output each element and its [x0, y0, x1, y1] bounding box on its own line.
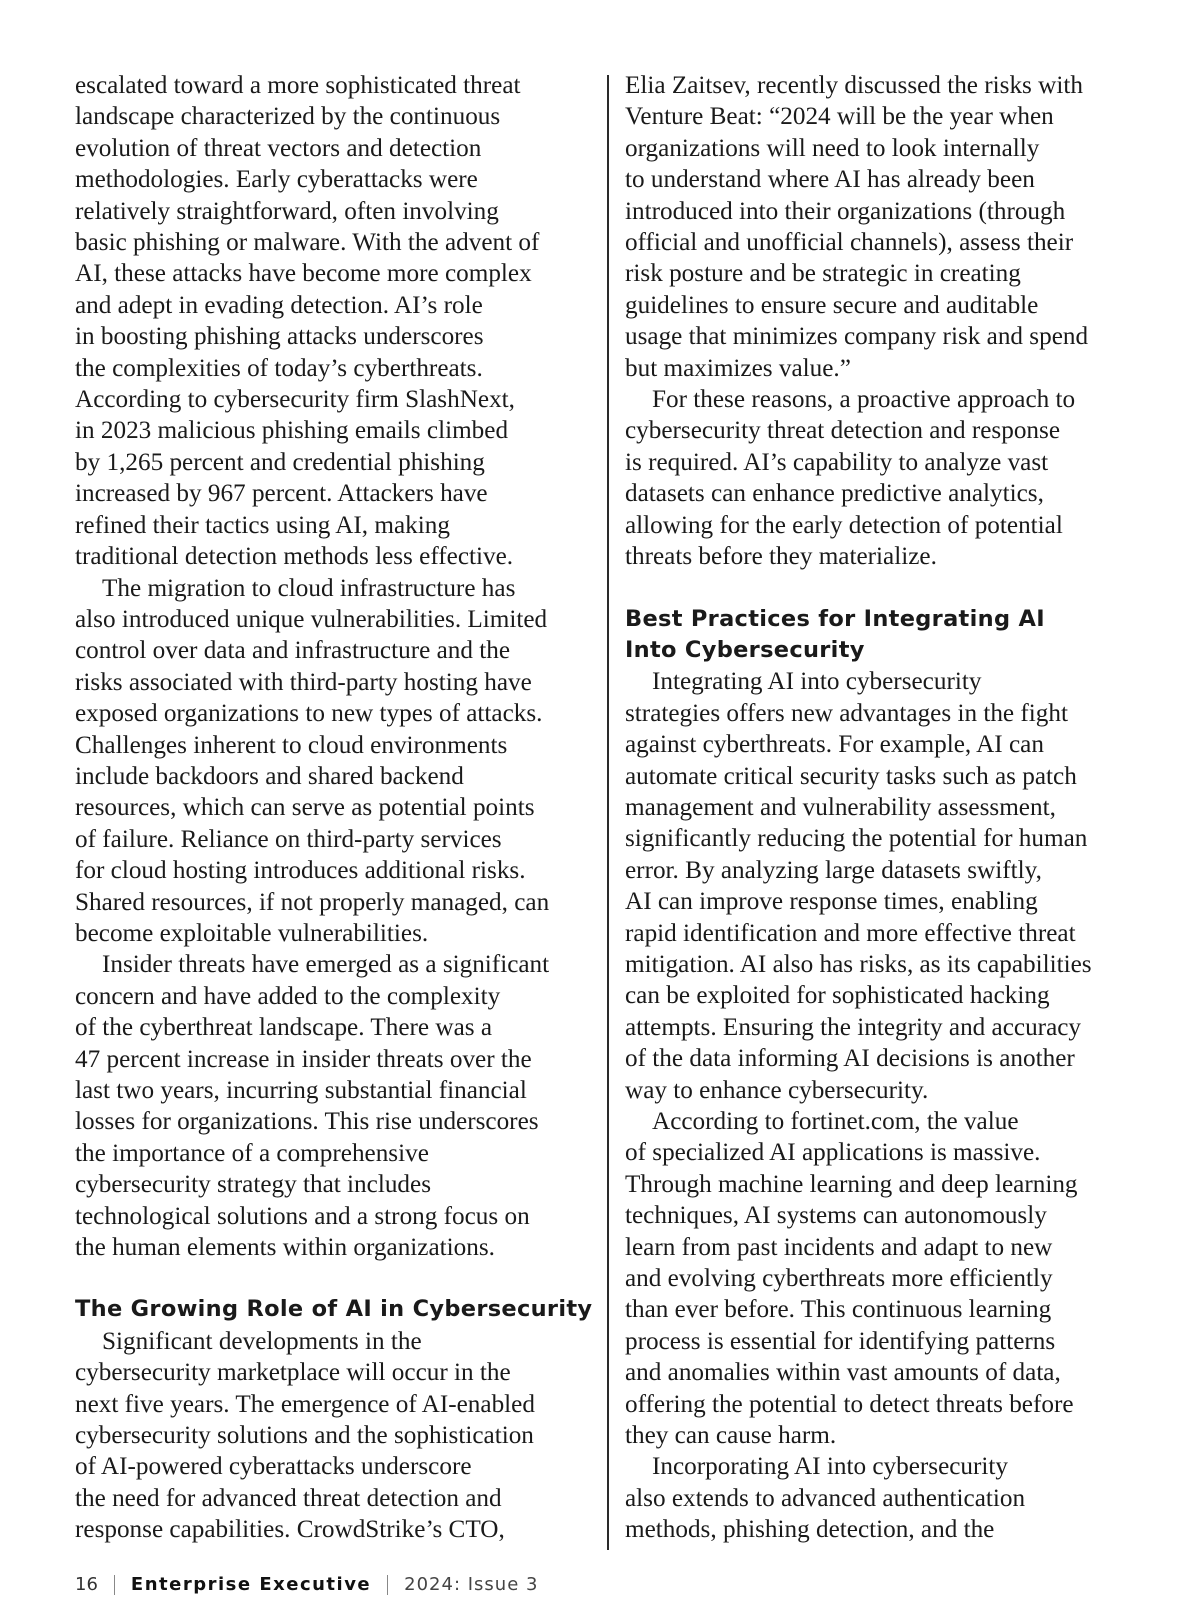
- text-line: rapid identification and more effective threat: [625, 919, 1076, 947]
- text-line: According to cybersecurity firm SlashNext,: [75, 386, 515, 414]
- text-line: increased by 967 percent. Attackers have: [75, 480, 488, 508]
- text-line: include backdoors and shared backend: [75, 762, 464, 790]
- text-line: way to enhance cybersecurity.: [625, 1076, 929, 1104]
- text-line: cybersecurity solutions and the sophistication: [75, 1422, 534, 1450]
- text-line: last two years, incurring substantial financial: [75, 1077, 527, 1104]
- text-line: refined their tactics using AI, making: [75, 511, 450, 539]
- text-line: learn from past incidents and adapt to new: [625, 1233, 1053, 1261]
- page-footer: [75, 1574, 538, 1595]
- text-line: AI, these attacks have become more complex: [75, 260, 532, 288]
- text-line: cybersecurity strategy that includes: [75, 1171, 431, 1199]
- text-line: risks associated with third-party hosting have: [75, 668, 532, 696]
- text-line: and adept in evading detection. AI’s role: [75, 291, 483, 319]
- text-line: by 1,265 percent and credential phishing: [75, 448, 485, 476]
- text-line: significantly reducing the potential for human: [625, 825, 1088, 853]
- footer-divider: [387, 1575, 388, 1595]
- text-line: control over data and infrastructure and the: [75, 637, 511, 665]
- text-line: Insider threats have emerged as a significant: [102, 951, 550, 979]
- text-line: landscape characterized by the continuous: [75, 103, 501, 131]
- paragraph: [625, 70, 1150, 384]
- text-line: mitigation. AI also has risks, as its capabilities: [625, 950, 1092, 978]
- text-line: process is essential for identifying patterns: [625, 1327, 1056, 1355]
- text-line: to understand where AI has already been: [625, 166, 1035, 194]
- text-line: guidelines to ensure secure and auditable: [625, 291, 1039, 319]
- text-line: relatively straightforward, often involving: [75, 197, 499, 225]
- text-line: official and unofficial channels), assess their: [625, 229, 1074, 257]
- column-divider: [607, 75, 609, 1550]
- text-line: escalated toward a more sophisticated threat: [75, 72, 521, 99]
- text-line: of specialized AI applications is massive.: [625, 1139, 1041, 1167]
- text-line: cybersecurity threat detection and response: [625, 417, 1061, 445]
- text-line: and anomalies within vast amounts of data,: [625, 1359, 1061, 1387]
- left-column: [75, 70, 595, 1546]
- text-line: For these reasons, a proactive approach to: [652, 386, 1076, 414]
- text-line: concern and have added to the complexity: [75, 982, 501, 1010]
- text-line: strategies offers new advantages in the fight: [625, 699, 1068, 727]
- text-line: According to fortinet.com, the value: [652, 1108, 1019, 1135]
- text-line: of failure. Reliance on third-party services: [75, 825, 502, 853]
- issue-label: 2024: Issue 3: [404, 1574, 539, 1595]
- text-line: Shared resources, if not properly managed, can: [75, 888, 550, 916]
- text-line: Elia Zaitsev, recently discussed the risks with: [625, 72, 1083, 99]
- text-line: become exploitable vulnerabilities.: [75, 919, 429, 947]
- text-line: organizations will need to look internally: [625, 134, 1040, 162]
- text-line: Integrating AI into cybersecurity: [652, 668, 982, 696]
- text-line: evolution of threat vectors and detection: [75, 134, 482, 162]
- paragraph: [625, 384, 1150, 572]
- text-line: also introduced unique vulnerabilities. Limited: [75, 605, 548, 633]
- text-line: technological solutions and a strong focus on: [75, 1202, 530, 1230]
- text-line: attempts. Ensuring the integrity and accuracy: [625, 1013, 1082, 1041]
- text-line: Significant developments in the: [102, 1327, 422, 1355]
- text-line: but maximizes value.”: [625, 354, 851, 382]
- text-line: and evolving cyberthreats more efficiently: [625, 1265, 1053, 1293]
- text-line: risk posture and be strategic in creating: [625, 260, 1021, 288]
- text-line: Venture Beat: “2024 will be the year when: [625, 103, 1054, 131]
- text-line: datasets can enhance predictive analytics,: [625, 480, 1044, 508]
- text-line: in 2023 malicious phishing emails climbed: [75, 417, 509, 445]
- text-line: management and vulnerability assessment,: [625, 793, 1056, 821]
- text-line: techniques, AI systems can autonomously: [625, 1202, 1047, 1230]
- text-line: losses for organizations. This rise underscores: [75, 1108, 539, 1136]
- text-line: threats before they materialize.: [625, 543, 937, 571]
- text-line: methods, phishing detection, and the: [625, 1516, 995, 1544]
- text-line: Through machine learning and deep learning: [625, 1170, 1078, 1198]
- text-line: against cyberthreats. For example, AI can: [625, 731, 1044, 759]
- paragraph: [75, 70, 595, 573]
- paragraph: [75, 949, 595, 1263]
- text-line: traditional detection methods less effective.: [75, 543, 514, 571]
- footer-divider: [114, 1575, 115, 1595]
- paragraph: [75, 573, 595, 950]
- paragraph: [75, 1326, 595, 1546]
- text-line: than ever before. This continuous learning: [625, 1296, 1052, 1324]
- text-line: can be exploited for sophisticated hacking: [625, 982, 1050, 1010]
- text-line: exposed organizations to new types of attacks.: [75, 700, 543, 728]
- text-line: is required. AI’s capability to analyze vast: [625, 448, 1049, 476]
- text-line: the need for advanced threat detection and: [75, 1484, 502, 1512]
- text-line: next five years. The emergence of AI-enabled: [75, 1390, 535, 1418]
- text-line: for cloud hosting introduces additional risks.: [75, 857, 526, 885]
- text-line: of the cyberthreat landscape. There was a: [75, 1014, 493, 1042]
- text-line: usage that minimizes company risk and spend: [625, 323, 1089, 351]
- text-line: of AI-powered cyberattacks underscore: [75, 1453, 472, 1481]
- section-heading: The Growing Role of AI in Cybersecurity: [75, 1296, 593, 1323]
- text-line: AI can improve response times, enabling: [625, 888, 1038, 916]
- publication-name: Enterprise Executive: [130, 1574, 372, 1595]
- section-heading: Into Cybersecurity: [625, 636, 865, 663]
- text-line: of the data informing AI decisions is another: [625, 1045, 1075, 1073]
- text-line: introduced into their organizations (through: [625, 197, 1066, 225]
- text-line: in boosting phishing attacks underscores: [75, 323, 484, 351]
- text-line: automate critical security tasks such as patch: [625, 762, 1077, 790]
- text-line: response capabilities. CrowdStrike’s CTO,: [75, 1516, 505, 1544]
- page-number: 16: [75, 1574, 98, 1595]
- text-line: The migration to cloud infrastructure has: [102, 574, 516, 602]
- text-line: Incorporating AI into cybersecurity: [652, 1453, 1009, 1481]
- right-column: [625, 70, 1150, 1546]
- paragraph: [625, 1451, 1150, 1545]
- text-line: resources, which can serve as potential points: [75, 794, 535, 822]
- section-heading: Best Practices for Integrating AI: [625, 605, 1045, 632]
- text-line: also extends to advanced authentication: [625, 1484, 1026, 1512]
- text-line: the human elements within organizations.: [75, 1234, 495, 1262]
- text-line: methodologies. Early cyberattacks were: [75, 166, 478, 194]
- text-line: allowing for the early detection of potential: [625, 511, 1063, 539]
- text-line: 47 percent increase in insider threats over the: [75, 1045, 532, 1073]
- text-line: the importance of a comprehensive: [75, 1139, 429, 1167]
- text-line: offering the potential to detect threats before: [625, 1390, 1074, 1418]
- text-line: cybersecurity marketplace will occur in the: [75, 1359, 511, 1387]
- paragraph: [625, 666, 1150, 1106]
- paragraph: [625, 1106, 1150, 1451]
- text-line: basic phishing or malware. With the advent of: [75, 229, 540, 257]
- text-line: they can cause harm.: [625, 1422, 837, 1450]
- text-line: error. By analyzing large datasets swiftly,: [625, 856, 1042, 884]
- text-line: Challenges inherent to cloud environments: [75, 731, 508, 759]
- text-line: the complexities of today’s cyberthreats.: [75, 354, 483, 382]
